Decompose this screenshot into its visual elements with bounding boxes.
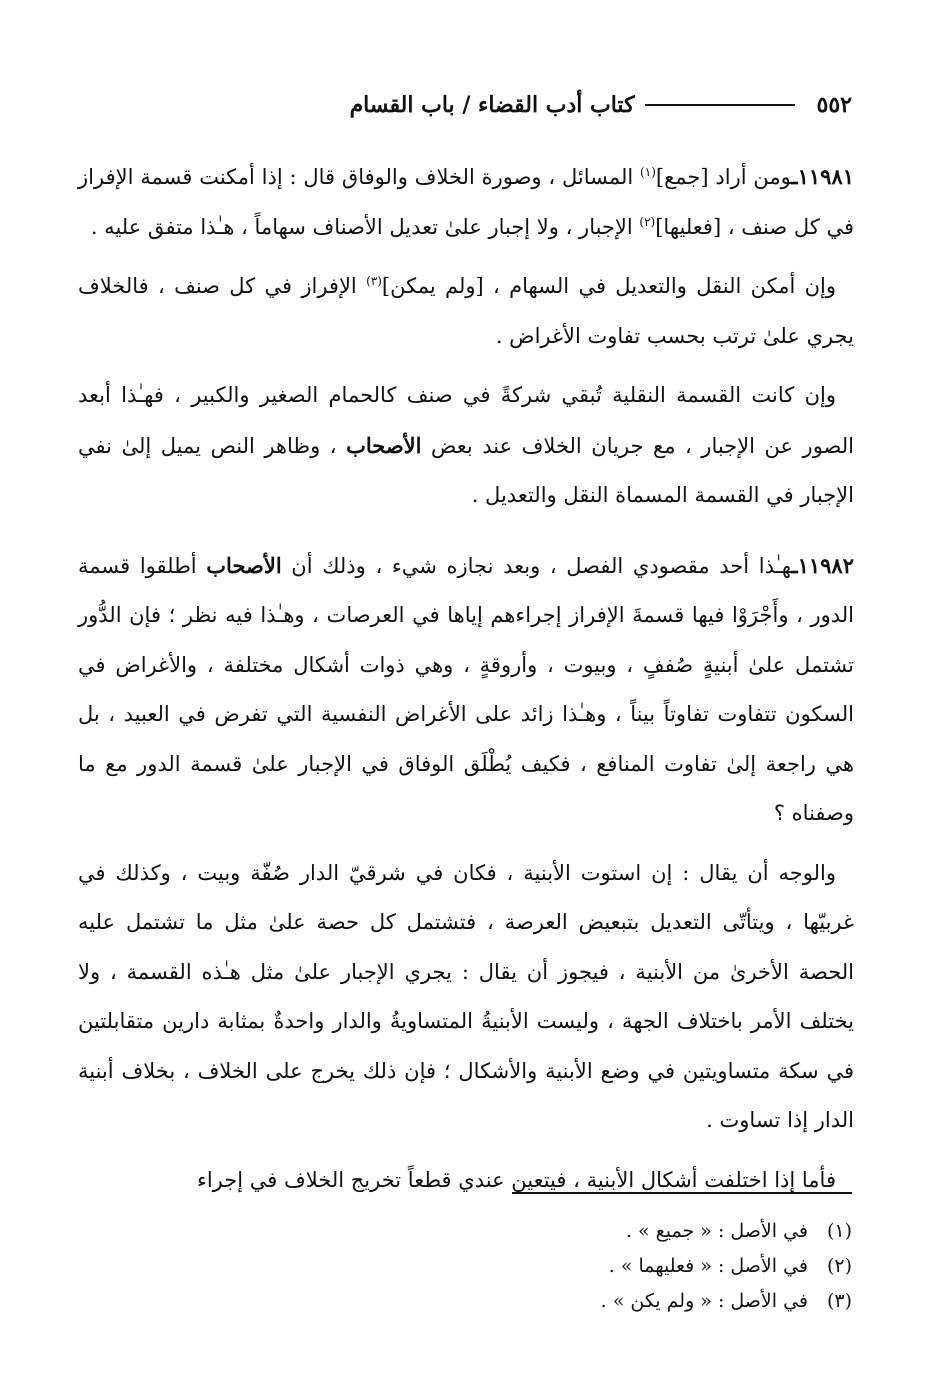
footnote: [300, 1214, 852, 1249]
footnote-mark: (١): [826, 1220, 852, 1242]
footnote-text: في الأصل : « ولم يكن » .: [600, 1290, 808, 1312]
paragraph: [78, 262, 854, 361]
footnote-reference: (١): [640, 165, 656, 179]
emphasized-term: الأصحاب: [346, 432, 422, 458]
paragraph: [78, 152, 854, 252]
text-run: الإفراز في كل صنف ، فالخلاف يجري علىٰ ترتب بحسب تفاوت الأغراض .: [78, 274, 854, 348]
footnote-reference: (٣): [366, 274, 382, 288]
paragraph: [78, 1156, 854, 1206]
paragraph: [78, 371, 854, 521]
running-title: كتاب أدب القضاء / باب القسام: [349, 92, 635, 118]
footnote-text: في الأصل : « فعليهما » .: [608, 1255, 808, 1277]
text-run: المسائل ، وصورة الخلاف والوفاق قال : إذا أمكنت قسمة الإفراز في كل صنف ، [فعليها]: [78, 165, 854, 239]
text-run: هـٰذا أحد مقصودي الفصل ، وبعد نجازه شيء ، وذلك أن: [281, 553, 792, 578]
footnote: [300, 1284, 852, 1319]
paragraph-number: ١١٩٨١ـ: [791, 164, 855, 189]
text-run: وإن أمكن النقل والتعديل في السهام ، [ولم يمكن]: [381, 274, 836, 298]
footnote-mark: (٣): [826, 1290, 852, 1312]
text-run: فأما إذا اختلفت أشكال الأبنية ، فيتعين عندي قطعاً تخريج الخلاف في إجراء: [196, 1167, 836, 1192]
emphasized-term: الأصحاب: [206, 552, 282, 578]
text-run: والوجه أن يقال : إن استوت الأبنية ، فكان في شرقيّ الدار صُفّة وبيت ، وكذلك في غربيّها ، ويتأتّى التعديل بتبعيض العرصة ، فتشتمل كل حصة علىٰ مثل ما تشتمل عليه الحصة الأخرىٰ من الأبنية ، فيجوز أن يقال : يجري الإجبار علىٰ مثل هـٰذه القسمة ، ولا يختلف الأمر باختلاف الجهة ، وليست الأبنيةُ المتساويةُ والدار واحدةٌ بمثابة دارين متقابلتين في سكة متساويتين في وضع الأبنية والأشكال ؛ فإن ذلك يخرج على الخلاف ، بخلاف أبنية الدار إذا تساوت .: [78, 860, 854, 1132]
paragraph: [78, 849, 854, 1146]
footnote-reference: (٢): [639, 214, 656, 229]
text-run: ، وظاهر النص يميل إلىٰ نفي الإجبار في القسمة المسماة النقل والتعديل .: [78, 433, 854, 507]
header-rule: [645, 104, 795, 106]
text-run: أطلقوا قسمة الدور ، وأَجْرَوْا فيها قسمةَ الإفراز إجراءهم إياها في العرصات ، وهـٰذا فيه نظر ؛ فإن الدُّور تشتمل علىٰ أبنيةٍ صُففٍ ، وبيوت ، وأروقةٍ ، وهي ذوات أشكال مختلفة ، والأغراض في السكون تتفاوت تفاوتاً بيناً ، وهـٰذا زائد على الأغراض النفسية التي تفرض في العبيد ، بل هي راجعة إلىٰ تفاوت المنافع ، فكيف يُطْلَق الوفاق في الإجبار علىٰ قسمة الدور مع ما وصفناه ؟: [78, 553, 854, 825]
page-number: ٥٥٢: [816, 92, 852, 118]
footnote-text: في الأصل : « جميع » .: [625, 1220, 808, 1242]
text-run: ومن أراد [جمع]: [655, 165, 792, 189]
text-run: الإجبار ، ولا إجبار علىٰ تعديل الأصناف سهاماً ، هـٰذا متفق عليه .: [90, 214, 640, 239]
footnote-separator: [512, 1192, 852, 1194]
body-text: [78, 152, 854, 1215]
running-header: [84, 92, 852, 118]
text-run: وإن كانت القسمة النقلية تُبقي شركةً في صنف كالحمام الصغير والكبير ، فهـٰذا أبعد الصور عن الإجبار ، مع جريان الخلاف عند بعض: [78, 383, 854, 458]
paragraph: [78, 541, 854, 839]
footnote: [300, 1249, 852, 1284]
footnote-mark: (٢): [826, 1255, 852, 1277]
footnotes: [300, 1214, 852, 1319]
paragraph-number: ١١٩٨٢ـ: [791, 552, 854, 578]
